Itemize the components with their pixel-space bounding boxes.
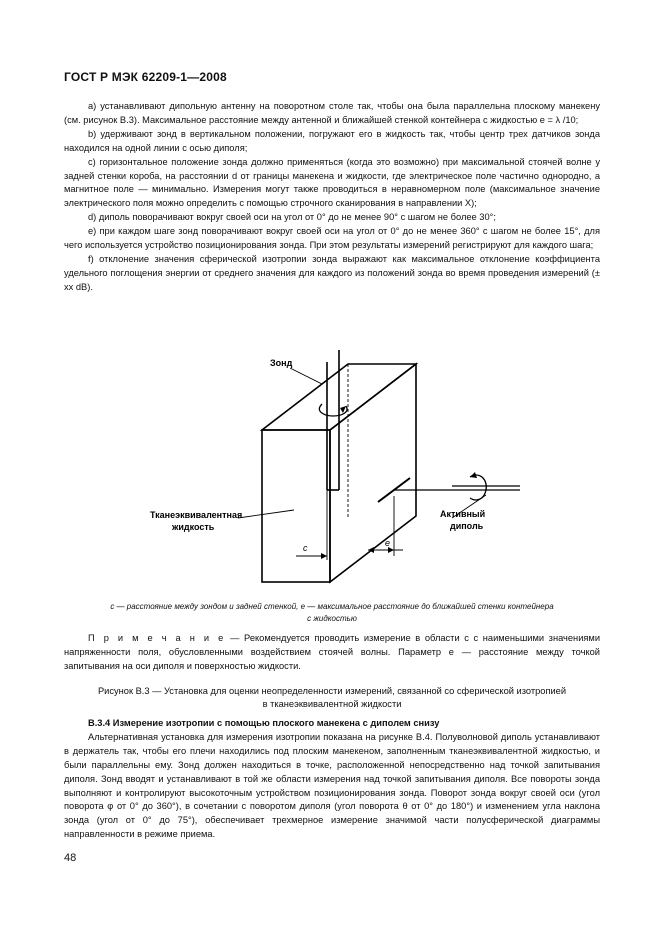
probe-label: Зонд	[270, 358, 293, 368]
note-text: — Рекомендуется проводить измерение в области c с наименьшими значениями напряженности поля, обусловленными воздействием стоячей волны. Параметр e — расстояние между точкой запитывания на оси диполя и поверхностью жидкости.	[64, 633, 601, 671]
page-number: 48	[64, 852, 77, 864]
figure-legend	[64, 601, 600, 625]
dimension-e-label: e	[385, 538, 391, 548]
note-label: П р и м е ч а н и е	[88, 633, 226, 643]
page-header: ГОСТ Р МЭК 62209-1—2008	[64, 70, 227, 84]
step-c: c) горизонтальное положение зонда должно применяться (когда это возможно) при максимальной стоячей волне у задней стенки короба, на расстоянии d от границы манекена и жидкости, где электрическое поле частично однородно, а магнитное поле — минимально. Измерения могут также проводиться в неравномерном поле (максимальное значение электрического поля можно определить с помощью строчного сканирования в направлении X);	[64, 156, 600, 209]
figure-legend-line2: с жидкостью	[307, 614, 357, 623]
figure-b3-diagram	[0, 350, 661, 600]
procedure-steps	[64, 100, 600, 295]
section-heading: В.3.4 Измерение изотропии с помощью плоского манекена с диполем снизу	[88, 718, 440, 728]
figure-caption	[64, 685, 600, 711]
figure-legend-line1: c — расстояние между зондом и задней стенкой, e — максимальное расстояние до ближайшей стенки контейнера	[110, 602, 554, 611]
figure-caption-line2: в тканеэквивалентной жидкости	[262, 699, 402, 709]
liquid-label-line1: Тканеэквивалентная	[150, 510, 243, 520]
section-body: Альтернативная установка для измерения изотропии показана на рисунке В.4. Полуволновой диполь устанавливают в держатель так, чтобы его плечи находились под плоским манекеном, заполненным тканеэквивалентной жидкостью, и были параллельны ему. Зонд должен находиться в точке, расположенной непосредственно над точкой запитывания диполя. Зонд вводят и устанавливают в той же области измерения над точкой запитывания диполя. Все повороты зонда выполняют и контролируют высокоточным устройством позиционирования зонда. Поворот зонда вокруг своей оси (угол поворота φ от 0° до 360°), в сочетании с поворотом диполя (угол поворота θ от 0° до 180°) и изменением угла наклона зонда (угол от 0° до 75°), обеспечивает трехмерное измерение значимой части полусферической диаграммы направленности в режиме приема.	[64, 731, 600, 840]
figure-caption-line1: Рисунок В.3 — Установка для оценки неопределенности измерений, связанной со сферической изотропией	[97, 686, 567, 696]
dipole-label-line2: диполь	[450, 521, 484, 531]
step-b: b) удерживают зонд в вертикальном положении, погружают его в жидкость так, чтобы центр трех датчиков зонда находился на одной линии с осью диполя;	[64, 128, 600, 153]
step-f: f) отклонение значения сферической изотропии зонда выражают как максимальное отклонение коэффициента удельного поглощения энергии от среднего значения для каждого из положений зонда во время проведения измерений (± xx dB).	[64, 253, 600, 292]
step-e: e) при каждом шаге зонд поворачивают вокруг своей оси на угол от 0° до не менее 360° с шагом не более 15°, для чего используется устройство позиционирования зонда. При этом результаты измерений регистрируют для каждого шага;	[64, 226, 600, 251]
section-b34	[64, 717, 600, 842]
container-front-face	[262, 430, 330, 582]
liquid-label-line2: жидкость	[172, 522, 215, 532]
step-d: d) диполь поворачивают вокруг своей оси на угол от 0° до не менее 90° с шагом не более 30°;	[88, 212, 496, 223]
figure-note	[64, 632, 600, 674]
dimension-c-label: c	[303, 543, 308, 553]
step-a: a) устанавливают дипольную антенну на поворотном столе так, чтобы она была параллельна плоскому манекену (см. рисунок В.3). Максимальное расстояние между антенной и ближайшей стенкой контейнера с жидкостью e = λ /10;	[64, 101, 600, 125]
dipole-label-line1: Активный	[440, 509, 486, 519]
